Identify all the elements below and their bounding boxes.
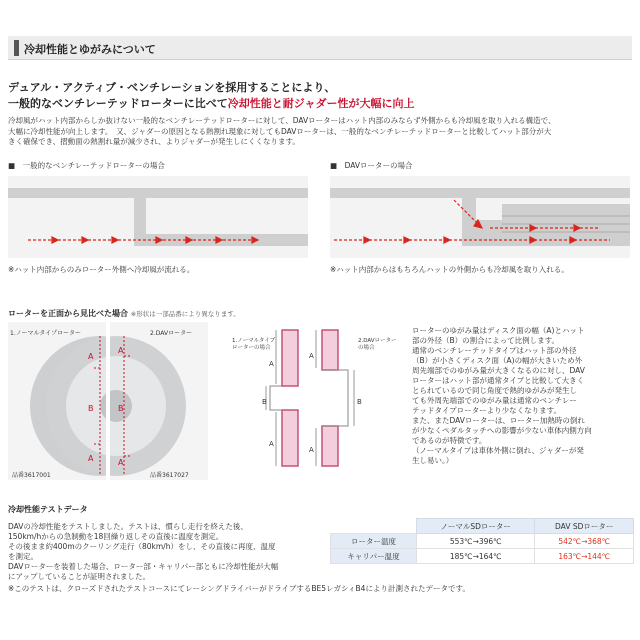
col-header-normal: ノーマルSDローター (417, 519, 535, 534)
flow-right-title: ■ DAVローターの場合 (330, 161, 413, 170)
section-label-a: A (269, 440, 274, 448)
test-line: DAVローターを装着した場合、ローター部・キャリパー部ともに冷却性能が大幅 (8, 562, 279, 571)
table-row (331, 549, 634, 564)
section-label-b: B (357, 398, 362, 406)
headline-line2-red: 冷却性能と耐ジャダー性が大幅に向上 (227, 97, 415, 110)
dav-rotor-airflow-diagram (330, 176, 630, 258)
cell-normal: 553℃→396℃ (417, 534, 535, 549)
normal-rotor-airflow-diagram (8, 176, 308, 258)
warp-line: であるのが特徴です。 (412, 436, 487, 445)
normal-rotor-section-shape (282, 330, 298, 466)
rotor-photo-illustration (8, 322, 208, 480)
section-title: 冷却性能とゆがみについて (24, 43, 156, 56)
flow-left-caption: ※ハット内部からのみローター外側へ冷却風が流れる。 (8, 265, 195, 274)
cell-dav: 542℃→368℃ (535, 534, 634, 549)
dav-rotor-section (330, 188, 630, 246)
table-row (331, 534, 634, 549)
warp-line: 周先端部でのゆがみ量が大きくなるのに対し、DAV (412, 366, 585, 375)
cell-dav: 163℃→144℃ (535, 549, 634, 564)
intro-line: きく確保でき、摺動面の熱割れ量が減少され、よりジャダーが発生しにくくなります。 (8, 137, 300, 146)
front-view-title-text: ローターを正面から見比べた場合 (8, 309, 128, 318)
warp-line: 通常のベンチレーテッドタイプはハット部の外径 (412, 346, 577, 355)
section-label-a: A (309, 352, 314, 360)
dav-rotor-center (100, 390, 132, 422)
warp-line: 生し易い。） (412, 456, 454, 465)
intro-text (8, 116, 636, 148)
flow-left-title: ■ 一般的なベンチレーテッドローターの場合 (8, 161, 165, 170)
flow-diagram-dav (330, 176, 630, 258)
flow-diagram-normal (8, 176, 308, 258)
photo-label-b: B (118, 404, 124, 413)
section-left-label (232, 338, 275, 352)
temperature-table (330, 518, 634, 564)
cell-normal: 185℃→164℃ (417, 549, 535, 564)
warp-line: ローターのゆがみ量はディスク面の幅（A)とハット (412, 326, 585, 335)
dav-rotor-section-shape (322, 330, 338, 466)
section-right-label-2: の場合 (358, 345, 375, 351)
panel-left-label: 1.ノーマルタイプローター (10, 330, 82, 337)
table-header-row (331, 519, 634, 534)
section-right-label (358, 338, 397, 352)
intro-line: 冷却風がハット内部からしか抜けない一般的なベンチレーテッドローターに対して、DAVローターはハット内部のみならず外側からも冷却風を取り入れる構造で、 (8, 116, 556, 125)
panel-right-label: 2.DAVローター (150, 330, 193, 337)
warp-explanation (412, 326, 634, 466)
warp-line: （B）が小さくディスク面（A)の幅が大きいため外 (412, 356, 583, 365)
photo-label-a: A (118, 346, 124, 355)
warp-line: また、またDAVローターは、ローター加熱時の倒れ (412, 416, 585, 425)
table-corner (331, 519, 417, 534)
headline-line2-pre: 一般的なベンチレーテッドローターに比べて (8, 97, 228, 110)
dav-hat (322, 370, 348, 426)
test-line: その後まま約400mのクーリング走行（80km/h）をし、その直後に再度、温度 (8, 542, 276, 551)
front-view-title (8, 308, 240, 319)
warp-line: テッドタイプローターより少なくなります。 (412, 406, 562, 415)
header-marker (14, 40, 19, 56)
section-left-label-1: 1.ノーマルタイプ (232, 338, 276, 344)
test-line: を測定。 (8, 552, 38, 561)
photo-label-a: A (88, 454, 94, 463)
test-footnote: ※このテストは、クローズドされたテストコースにてレーシングドライバーがドライブするBE5レガシィB4により計測されたデータです。 (8, 584, 470, 593)
section-left-label-2: ローターの場合 (232, 345, 271, 351)
warp-line: （ノーマルタイプは車体外側に倒れ、ジャダーが発 (412, 446, 584, 455)
warp-line: が少なくペダルタッチへの影響が少ない車体内側方向 (412, 426, 592, 435)
warp-line: ローターはハット部が通常タイプと比較して大きく (412, 376, 585, 385)
headline-line1: デュアル・アクティブ・ベンチレーションを採用することにより、 (8, 81, 336, 94)
test-text (8, 522, 318, 582)
test-line: にアップしていることが証明されました。 (8, 572, 150, 581)
headline-line2 (8, 96, 415, 111)
photo-label-b: B (88, 404, 94, 413)
test-line: 150km/hからの急制動を18回繰り返しその直後に温度を測定。 (8, 532, 224, 541)
warp-line: 部の外径（B）の割合によって比例します。 (412, 336, 560, 345)
col-header-dav: DAV SDローター (535, 519, 634, 534)
row-label: キャリパー温度 (331, 549, 417, 564)
photo-label-a: A (118, 458, 124, 467)
front-view-note: ※形状は一部品番により異なります。 (130, 310, 240, 318)
intro-line: 大幅に冷却性能が向上します。 又、ジャダーの原因となる熱割れ現象に対してもDAVローターは、一般的なベンチレーテッドローターと比較してハット部分が大 (8, 126, 552, 136)
part-number-left: 品番3617001 (12, 472, 51, 479)
section-label-b: B (262, 398, 267, 406)
test-line: DAVの冷却性能をテストしました。テストは、慣らし走行を終えた後、 (8, 522, 248, 531)
row-label: ローター温度 (331, 534, 417, 549)
test-title: 冷却性能テストデータ (8, 505, 88, 514)
normal-hat (270, 386, 282, 410)
flow-right-caption: ※ハット内部からはもちろんハットの外側からも冷却風を取り入れる。 (330, 265, 569, 274)
photo-label-a: A (88, 352, 94, 361)
warp-line: ても外周先端部でのゆがみ量は通常のベンチレー (412, 396, 577, 405)
rotor-front-photos (8, 322, 208, 480)
warp-line: とられているので同じ角度で熱的ゆがみが発生し (412, 386, 577, 395)
section-label-a: A (309, 446, 314, 454)
part-number-right: 品番3617027 (150, 472, 189, 479)
section-label-a: A (269, 360, 274, 368)
section-right-label-1: 2.DAVローター (358, 338, 397, 344)
